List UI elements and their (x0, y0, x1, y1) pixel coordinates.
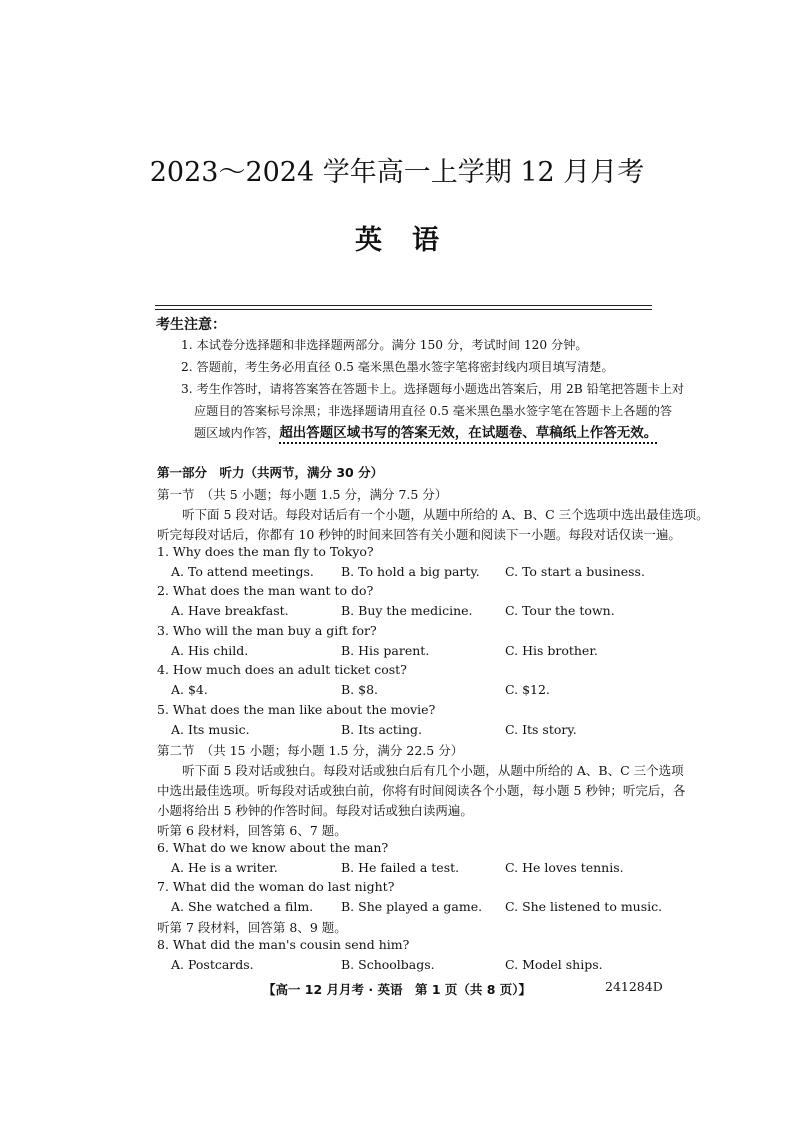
section1-instruction-line-2: 听完每段对话后，你都有 10 秒钟的时间来回答有关小题和阅读下一小题。每段对话仅读一遍。 (157, 527, 681, 542)
question-4: 4. How much does an adult ticket cost? (157, 662, 407, 677)
question-5-option-b: B. Its acting. (341, 722, 422, 737)
question-4-option-a: A. $4. (171, 682, 208, 697)
question-1: 1. Why does the man fly to Tokyo? (157, 544, 374, 559)
question-6-option-a: A. He is a writer. (171, 860, 278, 875)
question-2: 2. What does the man want to do? (157, 583, 374, 598)
question-3-option-b: B. His parent. (341, 643, 430, 658)
question-8: 8. What did the man's cousin send him? (157, 937, 410, 952)
section2-instruction-line-1: 听下面 5 段对话或独白。每段对话或独白后有几个小题，从题中所给的 A、B、C 三个选项 (182, 763, 684, 778)
question-3: 3. Who will the man buy a gift for? (157, 623, 377, 638)
question-4-option-b: B. $8. (341, 682, 379, 697)
material-7-instruction: 听第 7 段材料，回答第 8、9 题。 (157, 920, 347, 935)
question-4-option-c: C. $12. (505, 682, 550, 697)
question-8-option-b: B. Schoolbags. (341, 957, 435, 972)
question-7: 7. What did the woman do last night? (157, 879, 395, 894)
question-2-option-c: C. Tour the town. (505, 603, 615, 618)
question-6-option-b: B. He failed a test. (341, 860, 460, 875)
section1-instruction-line-1: 听下面 5 段对话。每段对话后有一个小题，从题中所给的 A、B、C 三个选项中选出最佳选项。 (182, 507, 709, 522)
question-7-option-b: B. She played a game. (341, 899, 483, 914)
question-1-option-b: B. To hold a big party. (341, 564, 480, 579)
page-footer: 【高一 12 月月考 · 英语 第 1 页（共 8 页）】 (262, 982, 532, 997)
notice-item-2: 2. 答题前，考生务必用直径 0.5 毫米黑色墨水签字笔将密封线内项目填写清楚。 (181, 360, 614, 374)
question-3-option-a: A. His child. (171, 643, 249, 658)
question-8-option-a: A. Postcards. (171, 957, 254, 972)
question-5: 5. What does the man like about the movie? (157, 702, 436, 717)
question-8-option-c: C. Model ships. (505, 957, 603, 972)
notice-item-1: 1. 本试卷分选择题和非选择题两部分。满分 150 分，考试时间 120 分钟。 (181, 338, 588, 352)
notice-item-3-line-3 (194, 422, 657, 444)
material-6-instruction: 听第 6 段材料，回答第 6、7 题。 (157, 823, 347, 838)
section2-instruction-line-3: 小题将给出 5 秒钟的作答时间。每段对话或独白读两遍。 (157, 803, 473, 818)
divider-bottom (155, 309, 652, 310)
question-1-option-a: A. To attend meetings. (171, 564, 314, 579)
notice-heading: 考生注意： (156, 317, 226, 333)
section2-heading: 第二节 （共 15 小题；每小题 1.5 分，满分 22.5 分） (157, 743, 464, 758)
question-5-option-a: A. Its music. (171, 722, 250, 737)
exam-title: 2023～2024 学年高一上学期 12 月月考 (149, 157, 645, 188)
question-7-option-a: A. She watched a film. (171, 899, 314, 914)
question-7-option-c: C. She listened to music. (505, 899, 663, 914)
exam-code: 241284D (605, 979, 663, 994)
question-1-option-c: C. To start a business. (505, 564, 645, 579)
question-3-option-c: C. His brother. (505, 643, 598, 658)
divider-top (155, 305, 652, 306)
question-6-option-c: C. He loves tennis. (505, 860, 624, 875)
section1-heading: 第一节 （共 5 小题；每小题 1.5 分，满分 7.5 分） (157, 487, 448, 502)
question-2-option-a: A. Have breakfast. (171, 603, 289, 618)
subject-title: 英语 (355, 225, 469, 256)
part1-heading: 第一部分 听力（共两节，满分 30 分） (157, 465, 384, 480)
notice-item-3-line-2: 应题目的答案标号涂黑；非选择题请用直径 0.5 毫米黑色墨水签字笔在答题卡上各题的答 (194, 404, 673, 418)
question-6: 6. What do we know about the man? (157, 840, 389, 855)
question-2-option-b: B. Buy the medicine. (341, 603, 473, 618)
notice-emphasis: 超出答题区域书写的答案无效，在试题卷、草稿纸上作答无效。 (279, 425, 658, 441)
notice-item-3-line-1: 3. 考生作答时，请将答案答在答题卡上。选择题每小题选出答案后，用 2B 铅笔把答题卡上对 (181, 382, 685, 396)
notice-item-3-prefix: 题区域内作答， (194, 426, 280, 440)
question-5-option-c: C. Its story. (505, 722, 577, 737)
section2-instruction-line-2: 中选出最佳选项。听每段对话或独白前，你将有时间阅读各个小题，每小题 5 秒钟；听完后，各 (157, 783, 686, 798)
